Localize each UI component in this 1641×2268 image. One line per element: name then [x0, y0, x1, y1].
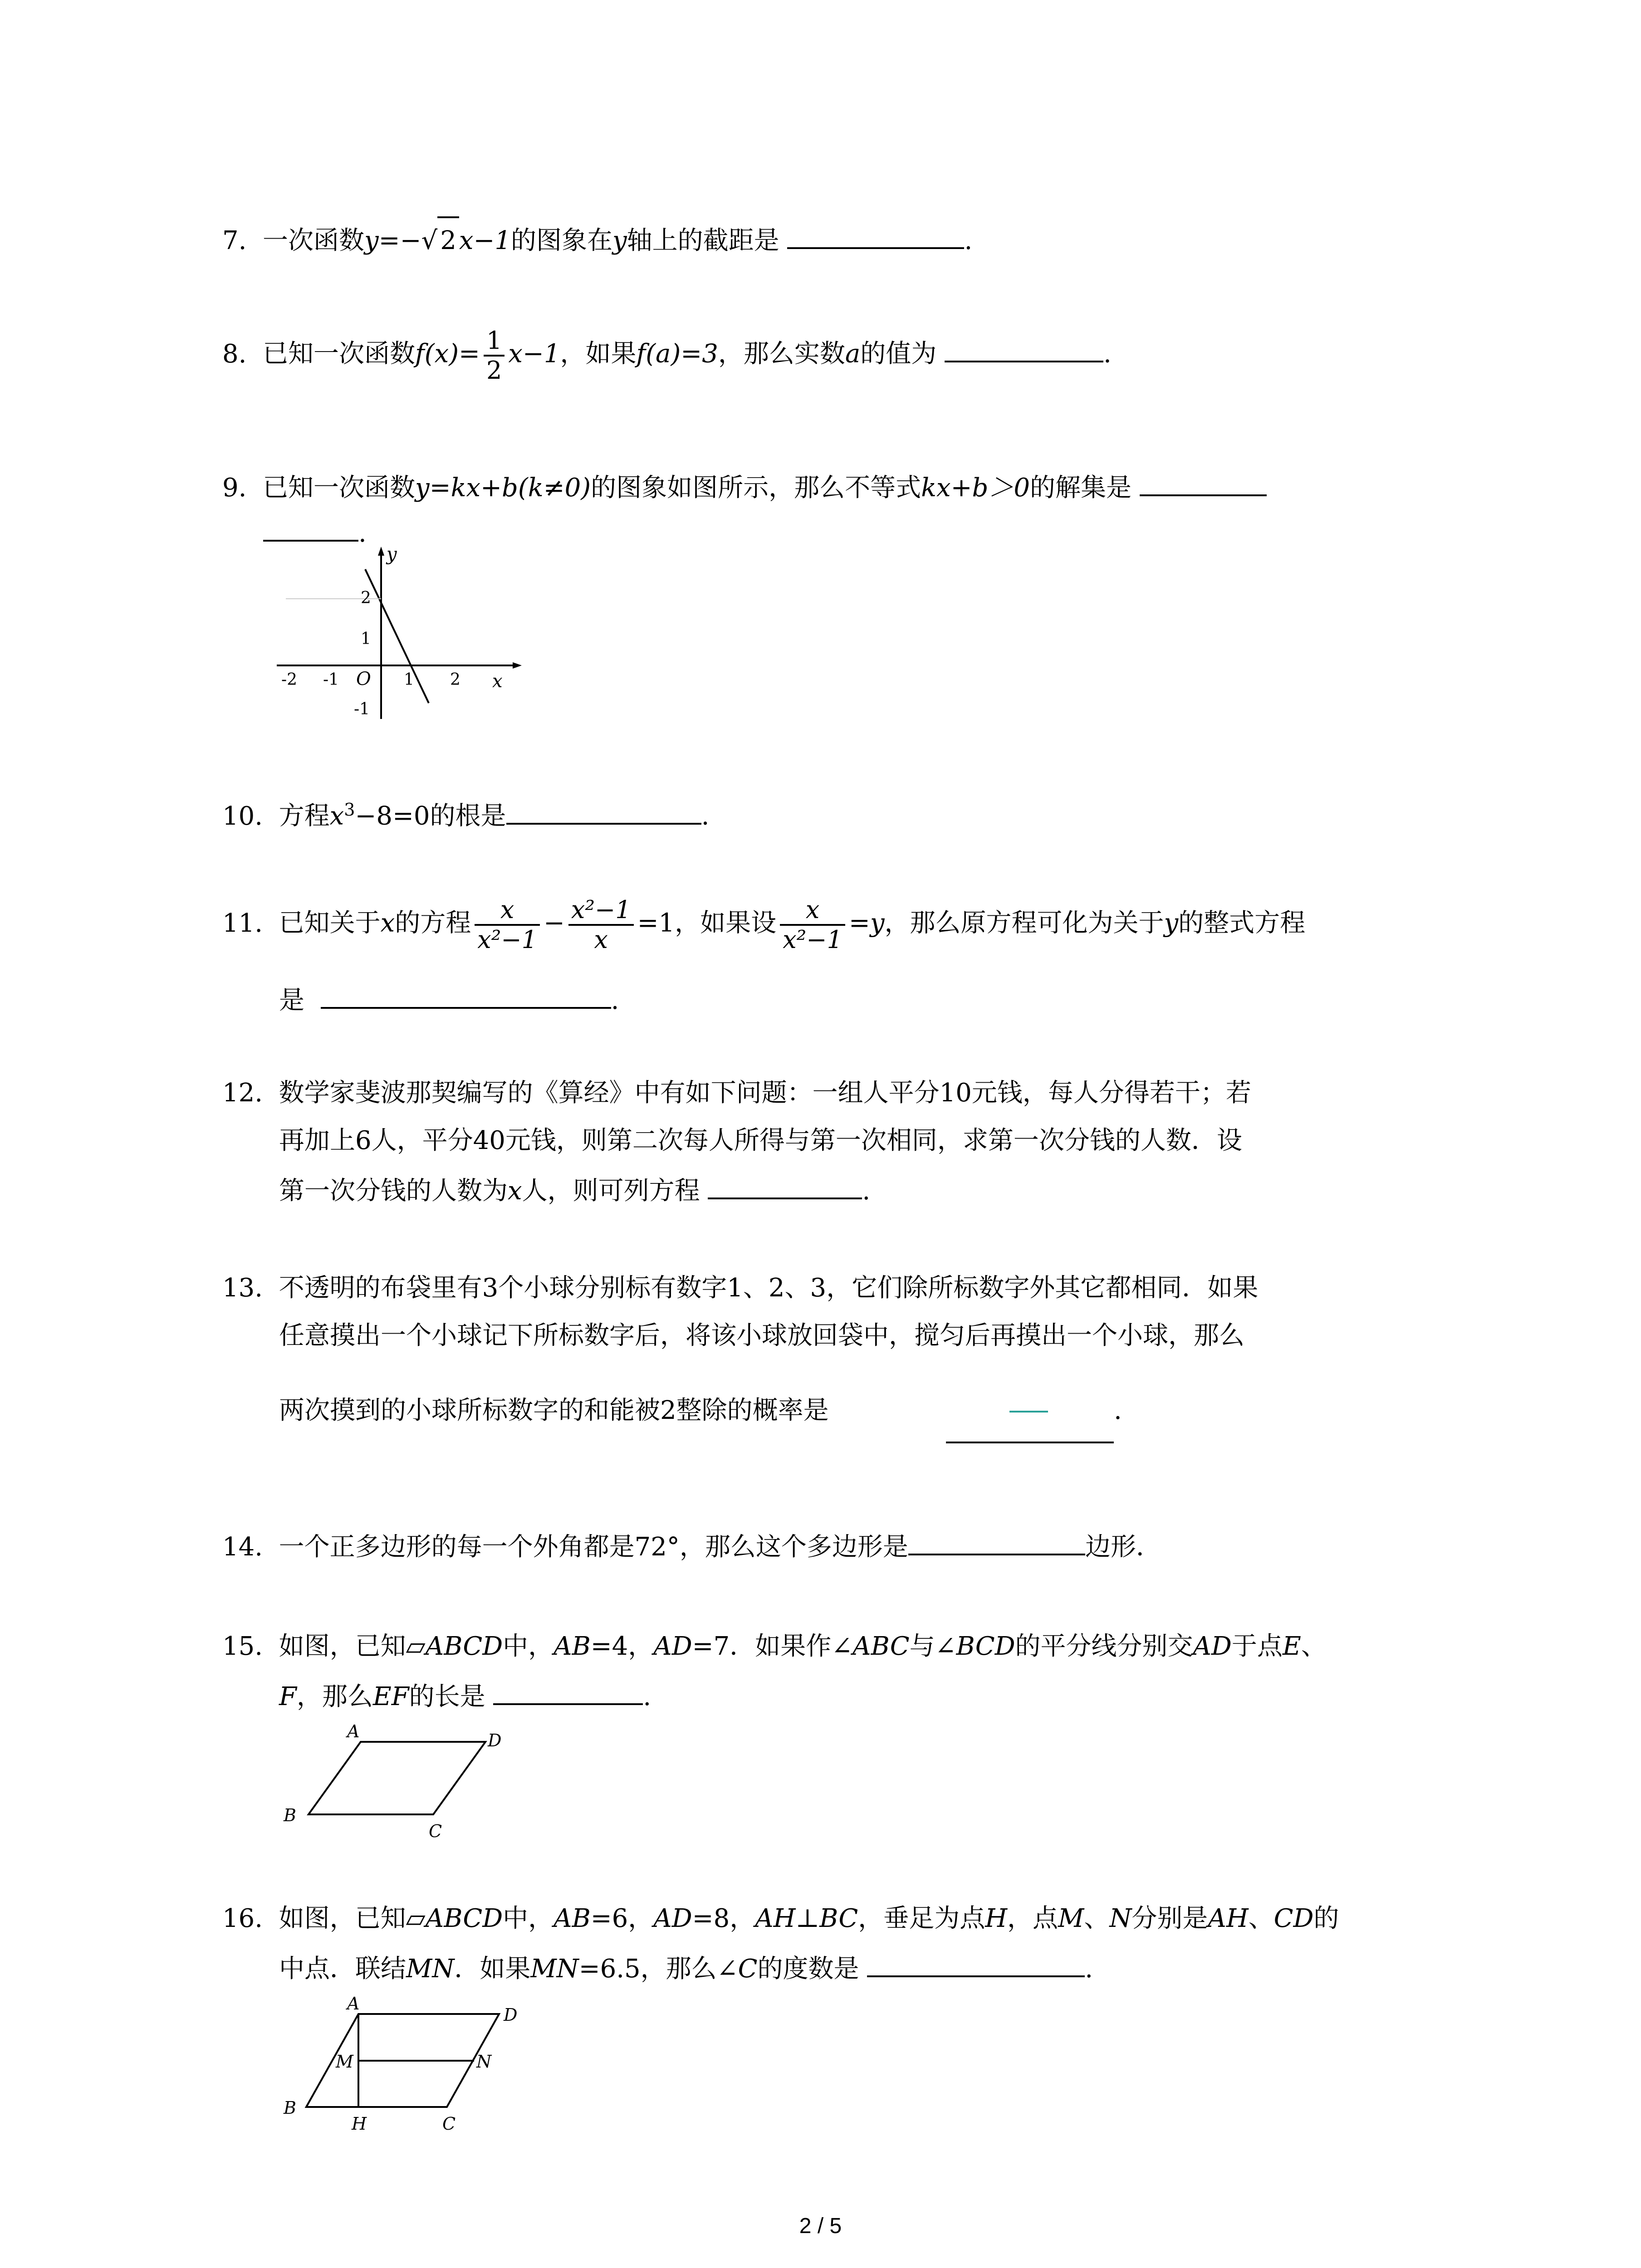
- graph-x-tick: -2: [281, 670, 298, 689]
- question-11-line2: 是 .: [279, 975, 619, 1023]
- vertex-C: C: [429, 1821, 442, 1841]
- graph-y-label: y: [387, 544, 397, 565]
- linear-function-graph: [268, 542, 522, 728]
- question-11: 11. 已知关于x的方程 $\frac{x}{\text{x²−1}}$ − $\frac{\text{x²−1}}{x}$ =1，如果设 $\frac{x}{\text{x²−1}}$ =y，那么原方程可化为关于y的整式方程: [222, 895, 1306, 954]
- question-15: 15. 如图，已知▱ABCD中，AB=4，AD=7．如果作∠ABC与∠BCD的平分线分别交AD于点E、: [222, 1632, 1327, 1661]
- point-H: H: [352, 2114, 367, 2134]
- point-M: M: [336, 2052, 353, 2072]
- point-N: N: [476, 2052, 492, 2072]
- question-10: 10. 方程$x^3-8=0$的根是 .: [222, 787, 709, 839]
- graph-origin-label: O: [356, 669, 371, 689]
- question-9-line2: .: [263, 508, 367, 556]
- question-12-line3: 第一次分钱的人数为x人，则可列方程 .: [279, 1166, 870, 1214]
- vertex-A: A: [347, 1721, 360, 1741]
- answer-blank-12[interactable]: [708, 1166, 862, 1199]
- answer-blank-9b[interactable]: [263, 508, 358, 542]
- parallelogram-figure-2: [279, 1994, 560, 2148]
- question-16: 16. 如图，已知▱ABCD中，AB=6，AD=8，AH⊥BC，垂足为点H，点M、N分别是AH、CD的: [222, 1904, 1339, 1933]
- question-12: 12. 数学家斐波那契编写的《算经》中有如下问题：一组人平分10元钱，每人分得若干；若: [222, 1078, 1251, 1108]
- graph-x-tick: 2: [450, 670, 460, 689]
- fraction-1: $\frac{x}{\text{x²−1}}$: [475, 896, 540, 954]
- answer-blank-14[interactable]: [908, 1522, 1085, 1555]
- vertex-B: B: [284, 1805, 296, 1825]
- question-13-line2: 任意摸出一个小球记下所标数字后，将该小球放回袋中，搅匀后再摸出一个小球，那么: [279, 1321, 1244, 1350]
- graph-y-tick: 2: [361, 589, 371, 607]
- question-16-line2: 中点．联结MN．如果MN=6.5，那么∠C的度数是 .: [279, 1944, 1093, 1992]
- fraction-half: $\frac{1}{2}$: [484, 327, 505, 385]
- fraction-2: $\frac{\text{x²−1}}{x}$: [568, 896, 634, 954]
- vertex-A: A: [347, 1994, 360, 2014]
- answer-blank-13[interactable]: [946, 1442, 1114, 1443]
- fraction-3: $\frac{x}{\text{x²−1}}$: [780, 896, 845, 954]
- question-7: 7. 一次函数y=−√ 2 x−1的图象在y轴上的截距是 .: [222, 215, 972, 264]
- question-14: 14. 一个正多边形的每一个外角都是72°，那么这个多边形是 边形．: [222, 1522, 1161, 1570]
- question-15-line2: F，那么EF的长是 .: [279, 1672, 651, 1720]
- answer-blank-16[interactable]: [867, 1944, 1085, 1977]
- sqrt-symbol: √ 2: [421, 216, 459, 264]
- graph-x-label: x: [492, 671, 503, 692]
- page-number: 2 / 5: [799, 2214, 842, 2238]
- graph-y-tick: 1: [361, 630, 371, 648]
- answer-blank-15[interactable]: [493, 1672, 643, 1705]
- question-9: 9. 已知一次函数y=kx+b(k≠0)的图象如图所示，那么不等式kx+b＞0的解集是: [222, 463, 1267, 511]
- vertex-D: D: [504, 2005, 518, 2025]
- teal-fraction-bar: [1009, 1411, 1048, 1413]
- question-13-line3: 两次摸到的小球所标数字的和能被2整除的概率是: [279, 1396, 829, 1425]
- vertex-B: B: [284, 2098, 296, 2118]
- question-8: 8. 已知一次函数f(x)= $\frac{1}{2}$ x−1，如果f(a)=3，那么实数a的值为 .: [222, 326, 1112, 385]
- answer-blank-8[interactable]: [945, 329, 1103, 362]
- vertex-C: C: [442, 2114, 456, 2134]
- vertex-D: D: [488, 1730, 502, 1750]
- answer-blank-11[interactable]: [321, 975, 611, 1009]
- graph-y-tick: -1: [354, 700, 370, 719]
- graph-x-tick: -1: [323, 670, 339, 689]
- answer-blank-9a[interactable]: [1140, 463, 1267, 496]
- question-13: 13. 不透明的布袋里有3个小球分别标有数字1、2、3，它们除所标数字外其它都相同．如果: [222, 1273, 1259, 1303]
- answer-blank-10[interactable]: [506, 791, 701, 825]
- parallelogram-figure-1: [279, 1719, 533, 1846]
- graph-x-tick: 1: [404, 670, 414, 689]
- answer-blank-7[interactable]: [787, 215, 964, 249]
- question-12-line2: 再加上6人，平分40元钱，则第二次每人所得与第一次相同，求第一次分钱的人数．设: [279, 1126, 1242, 1155]
- question-13-end: .: [1114, 1396, 1122, 1425]
